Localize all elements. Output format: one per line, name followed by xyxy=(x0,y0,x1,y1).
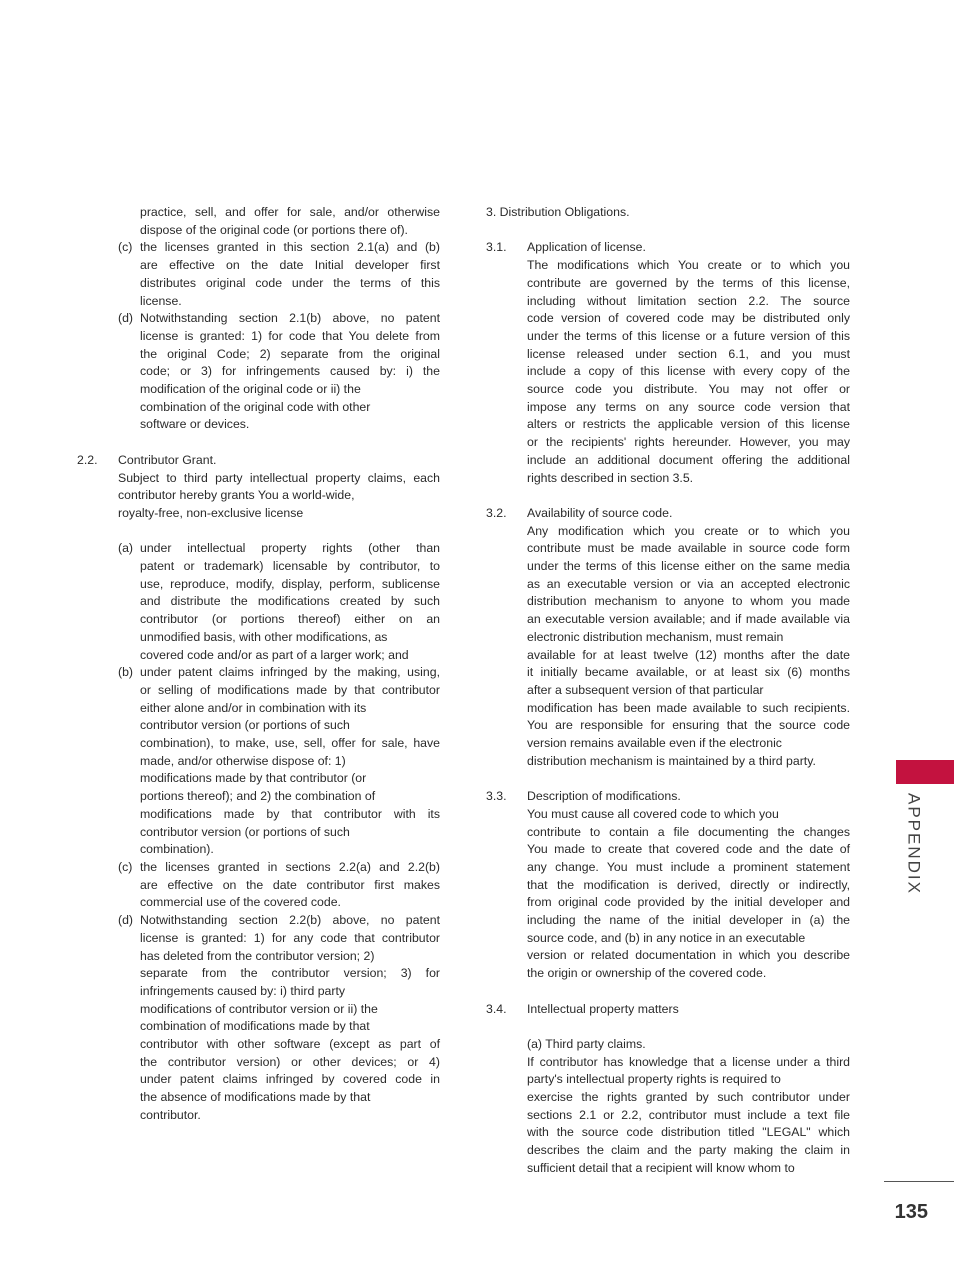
text-line: under the terms of this license either on the same media xyxy=(527,559,850,574)
text-line: distributes original code under the terms of this xyxy=(140,275,440,290)
text-line: rights described in section 3.5. xyxy=(527,470,694,485)
text-line: contribute must be made available in source code form xyxy=(527,541,850,556)
text-line: combination of modifications made by that xyxy=(140,1019,370,1034)
section-3-2 xyxy=(486,505,850,771)
text-line: or selling of modifications made by that contributor xyxy=(140,682,440,697)
clause-label: (c) xyxy=(118,240,133,255)
text-line: are effective on the date Initial developer first xyxy=(140,258,440,273)
text-line: contribute are governed by the terms of this license, xyxy=(527,275,850,290)
text-line: covered code and/or as part of a larger work; and xyxy=(140,647,409,662)
section-title: Intellectual property matters xyxy=(527,1001,679,1016)
page-number: 135 xyxy=(894,1201,928,1223)
text-line: If contributor has knowledge that a license under a third xyxy=(527,1054,850,1069)
subsection-title: (a) Third party claims. xyxy=(527,1036,646,1051)
footer-rule xyxy=(884,1181,954,1182)
text-line: after a subsequent version of that particular xyxy=(527,682,764,697)
section-3-4 xyxy=(486,1001,850,1178)
text-line: the licenses granted in this section 2.1(a) and (b) xyxy=(140,240,440,255)
text-line: modifications made by that contributor with its xyxy=(140,806,440,821)
text-line: modifications of contributor version or ii) the xyxy=(140,1001,378,1016)
section-number: 3.1. xyxy=(486,240,507,255)
section-3-1 xyxy=(486,239,850,487)
text-line: sufficient detail that a recipient will know whom to xyxy=(527,1160,795,1175)
right-column xyxy=(486,204,850,1178)
clause-2-2-b xyxy=(118,664,440,859)
text-line: license released under section 6.1, and you must xyxy=(527,346,850,361)
clause-2-1-c xyxy=(118,239,440,310)
section-number: 3.4. xyxy=(486,1001,507,1016)
text-line: that the modification is derived, directly or indirectly, xyxy=(527,877,850,892)
text-line: source code you distribute. You may not offer or xyxy=(527,382,850,397)
section-title: Description of modifications. xyxy=(527,789,681,804)
text-line: under the terms of this license or a future version of this xyxy=(527,328,850,343)
text-line: the original Code; 2) separate from the original xyxy=(140,346,440,361)
text-line: source code, and (b) in any notice in an executable xyxy=(527,930,806,945)
text-line: from original code provided by the initial developer and xyxy=(527,895,850,910)
text-line: the licenses granted in sections 2.2(a) and 2.2(b) xyxy=(140,859,440,874)
text-line: license is granted: 1) for code that You delete from xyxy=(140,328,440,343)
text-line: and distribute the modifications created by such xyxy=(140,594,440,609)
text-line: code version of covered code may be distributed only xyxy=(527,311,850,326)
text-line: contributor (or portions thereof) either on an xyxy=(140,612,440,627)
text-line: are effective on the date contributor first makes xyxy=(140,877,440,892)
text-line: under patent claims infringed by the making, using, xyxy=(140,665,440,680)
text-line: Any modification which you create or to which you xyxy=(527,523,850,538)
section-3-3 xyxy=(486,788,850,983)
text-line: the contributor version) or other devices; or 4) xyxy=(140,1054,440,1069)
text-line: You must cause all covered code to which you xyxy=(527,806,779,821)
text-line: license. xyxy=(140,293,182,308)
section-title: Contributor Grant. xyxy=(118,452,217,467)
text-line: sections 2.1 or 2.2, contributor must include a text file xyxy=(527,1107,850,1122)
text-line: contributor version (or portions of such xyxy=(140,824,350,839)
section-number: 3.2. xyxy=(486,505,507,520)
clause-label: (a) xyxy=(118,541,134,556)
text-line: You are responsible for ensuring that the source code xyxy=(527,718,850,733)
clause-label: (d) xyxy=(118,311,134,326)
section-number: 3.3. xyxy=(486,789,507,804)
text-line: under intellectual property rights (other than xyxy=(140,541,440,556)
text-line: available for at least twelve (12) months after the date xyxy=(527,647,850,662)
text-line: contribute to contain a file documenting the changes xyxy=(527,824,850,839)
clause-2-2-c xyxy=(118,859,440,912)
text-line: version or related documentation in which you describe xyxy=(527,948,850,963)
text-line: use, reproduce, modify, display, perform, sublicense xyxy=(140,576,440,591)
text-line: license is granted: 1) for any code that contributor xyxy=(140,930,440,945)
text-line: exercise the rights granted by such contributor under xyxy=(527,1090,850,1105)
text-line: code; or 3) for infringements caused by: i) the xyxy=(140,364,440,379)
text-line: royalty-free, non-exclusive license xyxy=(118,505,304,520)
text-line: modifications made by that contributor (or xyxy=(140,771,367,786)
text-line: alters or restricts the applicable version of this license xyxy=(527,417,850,432)
text-line: contributor with other software (except as part of xyxy=(140,1037,440,1052)
text-line: practice, sell, and offer for sale, and/or otherwise xyxy=(140,205,440,219)
text-line: portions thereof); and 2) the combination of xyxy=(140,789,376,804)
text-line: Notwithstanding section 2.1(b) above, no patent xyxy=(140,311,440,326)
text-line: software or devices. xyxy=(140,417,250,432)
text-line: electronic distribution mechanism, must remain xyxy=(527,629,784,644)
clause-2-2-d xyxy=(118,912,440,1124)
text-line: has deleted from the contributor version; 2) xyxy=(140,948,375,963)
text-line: combination of the original code with other xyxy=(140,399,371,414)
section-title: Availability of source code. xyxy=(527,505,673,520)
text-line: distribution mechanism is maintained by a third party. xyxy=(527,753,816,768)
text-line: party's intellectual property rights is required to xyxy=(527,1072,781,1087)
text-line: patent or trademark) licensable by contributor, to xyxy=(140,559,440,574)
text-line: dispose of the original code (or portions there of). xyxy=(140,222,408,237)
text-line: include a copy of this license with every copy of the xyxy=(527,364,850,379)
text-line: either alone and/or in combination with its xyxy=(140,700,367,715)
clause-label: (c) xyxy=(118,859,133,874)
text-line: distribution mechanism to anyone to whom you made xyxy=(527,594,850,609)
text-line: combination). xyxy=(140,842,214,857)
text-line: with the source code distribution titled "LEGAL" which xyxy=(527,1125,850,1140)
appendix-tab-marker xyxy=(896,760,954,784)
clause-label: (d) xyxy=(118,913,134,928)
appendix-side-label: APPENDIX xyxy=(904,793,924,895)
section-number: 2.2. xyxy=(77,452,98,467)
left-column xyxy=(77,204,440,1125)
text-line: combination), to make, use, sell, offer for sale, have xyxy=(140,736,440,751)
clause-2-1-d xyxy=(118,310,440,434)
text-line: include an additional document offering the additional xyxy=(527,452,850,467)
text-line: including without limitation section 2.2. The source xyxy=(527,293,850,308)
section-title: Application of license. xyxy=(527,240,646,255)
text-line: any change. You must include a prominent statement xyxy=(527,859,850,874)
text-line: contributor. xyxy=(140,1107,201,1122)
text-line: including the name of the initial developer in (a) the xyxy=(527,913,850,928)
text-line: contributor hereby grants You a world-wide, xyxy=(118,488,355,503)
text-line: separate from the contributor version; 3) for xyxy=(140,966,440,981)
text-line: modification has been made available to such recipients. xyxy=(527,700,850,715)
text-line: or the recipients' rights hereunder. However, you may xyxy=(527,435,850,450)
text-line: Notwithstanding section 2.2(b) above, no patent xyxy=(140,913,440,928)
text-line: Subject to third party intellectual property claims, each xyxy=(118,470,440,485)
text-line: made, and/or otherwise dispose of: 1) xyxy=(140,753,346,768)
clause-label: (b) xyxy=(118,665,134,680)
text-line: describes the claim and the party making the claim in xyxy=(527,1143,850,1158)
text-line: the absence of modifications made by that xyxy=(140,1090,371,1105)
continued-text xyxy=(140,204,440,239)
section-2-2 xyxy=(77,452,440,523)
text-line: commercial use of the covered code. xyxy=(140,895,341,910)
text-line: under patent claims infringed by covered code in xyxy=(140,1072,440,1087)
text-line: The modifications which You create or to which you xyxy=(527,258,850,273)
text-line: impose any terms on any source code version that xyxy=(527,399,850,414)
text-line: an executable version available; and if made available via xyxy=(527,612,850,627)
text-line: modification of the original code or ii) the xyxy=(140,382,361,397)
clause-2-2-a xyxy=(118,540,440,664)
text-line: infringements caused by: i) third party xyxy=(140,983,346,998)
text-line: version remains available even if the electronic xyxy=(527,736,782,751)
text-line: it initially became available, or at least six (6) months xyxy=(527,665,850,680)
text-line: You made to create that covered code and the date of xyxy=(527,842,850,857)
section-heading: 3. Distribution Obligations. xyxy=(486,205,630,219)
text-line: the origin or ownership of the covered code. xyxy=(527,966,767,981)
text-line: unmodified basis, with other modifications, as xyxy=(140,629,388,644)
text-line: contributor version (or portions of such xyxy=(140,718,350,733)
text-line: as an executable version or via an accepted electronic xyxy=(527,576,850,591)
